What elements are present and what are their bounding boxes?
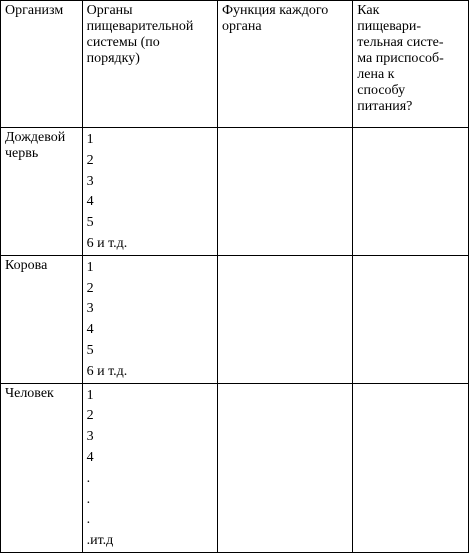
function-cell: [217, 255, 352, 383]
organ-step: 4: [86, 449, 94, 465]
organism-name: Дождевой червь: [5, 130, 66, 161]
table-row: [1, 255, 469, 383]
organ-step: 2: [86, 408, 94, 424]
organ-step: .ит.д: [86, 533, 114, 549]
adaptation-cell: [353, 255, 469, 383]
organ-step: 1: [86, 259, 94, 275]
organism-name: Человек: [5, 385, 54, 401]
organ-step: 3: [86, 173, 94, 189]
organs-cell: [82, 255, 217, 383]
organs-cell: [82, 128, 217, 256]
organ-step: 3: [86, 301, 94, 317]
organism-cell: [1, 255, 83, 383]
organ-step: 1: [86, 387, 94, 403]
header-adaptation: [353, 1, 469, 128]
organ-step: .: [86, 512, 91, 528]
header-function: [217, 1, 352, 128]
header-function-text: Функция каждого органа: [221, 3, 329, 34]
organs-cell: [82, 383, 217, 552]
organ-step: 1: [86, 132, 94, 147]
organ-step: 4: [86, 322, 94, 338]
table-row: [1, 383, 469, 552]
organ-step: .: [86, 491, 91, 507]
function-cell: [217, 128, 352, 256]
organ-step: 2: [86, 152, 94, 168]
organ-step: .: [86, 470, 91, 486]
organ-step: 4: [86, 194, 94, 210]
function-cell: [217, 383, 352, 552]
adaptation-cell: [353, 128, 469, 256]
organ-step: 6 и т.д.: [86, 235, 128, 251]
adaptation-cell: [353, 383, 469, 552]
organism-cell: [1, 383, 83, 552]
header-adaptation-text: Как пищевари- тельная систе- ма приспособ- лена к способу питания?: [357, 3, 444, 114]
organism-cell: [1, 128, 83, 256]
organism-name: Корова: [5, 257, 48, 273]
header-row: [1, 1, 469, 128]
header-organs: [82, 1, 217, 128]
organ-step: 5: [86, 342, 94, 358]
header-organism-text: Организм: [5, 3, 64, 18]
organ-step: 5: [86, 215, 94, 231]
organ-step: 3: [86, 429, 94, 445]
table-row: [1, 128, 469, 256]
organ-step: 2: [86, 280, 94, 296]
organ-step: 6 и т.д.: [86, 363, 128, 379]
header-organism: [1, 1, 83, 128]
header-organs-text: Органы пищеварительной системы (по порядку): [86, 3, 194, 66]
